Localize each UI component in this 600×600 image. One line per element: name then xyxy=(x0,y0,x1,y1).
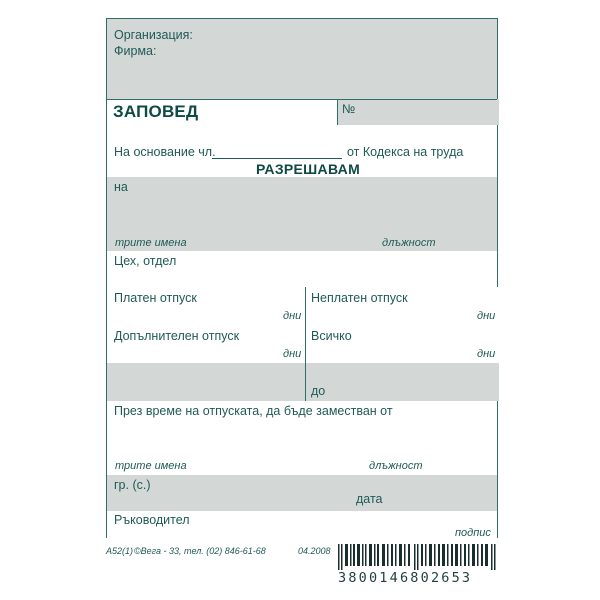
to-date-field[interactable] xyxy=(305,363,499,401)
department-label: Цех, отдел xyxy=(114,254,177,268)
place-date-field[interactable] xyxy=(107,475,497,511)
basis-prefix: На основание чл. xyxy=(114,145,216,159)
from-date-field[interactable] xyxy=(107,363,305,401)
unpaid-leave-field[interactable] xyxy=(305,287,499,325)
additional-leave-label: Допълнителен отпуск xyxy=(114,329,240,343)
recipient-names-hint: трите имена xyxy=(115,237,187,249)
manager-field[interactable] xyxy=(107,511,497,539)
manager-label: Ръководител xyxy=(114,513,190,527)
additional-days-unit: дни xyxy=(283,348,302,360)
substitute-position-hint: длъжност xyxy=(369,460,423,472)
permit-heading: РАЗРЕШАВАМ xyxy=(256,161,361,177)
date-label: дата xyxy=(356,492,383,506)
publisher-info: ©Вега - 33, тел. (02) 846-61-68 xyxy=(134,546,266,556)
barcode-number: 3800146802653 xyxy=(338,570,473,586)
basis-section xyxy=(107,125,497,177)
unpaid-leave-label: Неплатен отпуск xyxy=(311,291,408,305)
barcode-image xyxy=(338,544,498,570)
edition-date: 04.2008 xyxy=(298,546,331,556)
firm-label: Фирма: xyxy=(114,44,157,58)
recipient-to-label: на xyxy=(114,180,128,194)
document-title: ЗАПОВЕД xyxy=(113,102,199,121)
leave-order-form xyxy=(106,18,498,538)
number-label: № xyxy=(342,102,356,116)
unpaid-days-unit: дни xyxy=(477,310,496,322)
substitute-field[interactable] xyxy=(107,401,497,475)
additional-leave-field[interactable] xyxy=(107,325,305,363)
total-leave-field[interactable] xyxy=(305,325,499,363)
number-field[interactable] xyxy=(337,99,499,125)
article-number-line[interactable] xyxy=(212,158,342,159)
total-days-unit: дни xyxy=(477,348,496,360)
paid-leave-field[interactable] xyxy=(107,287,305,325)
department-field[interactable] xyxy=(107,251,497,287)
total-leave-label: Всичко xyxy=(311,329,352,343)
header-section xyxy=(107,19,497,99)
substitute-names-hint: трите имена xyxy=(115,460,187,472)
form-code: А52(1) xyxy=(106,546,134,556)
organization-label: Организация: xyxy=(114,28,193,42)
signature-hint: подпис xyxy=(455,527,491,539)
paid-leave-label: Платен отпуск xyxy=(114,291,197,305)
city-label: гр. (с.) xyxy=(114,478,151,492)
paid-days-unit: дни xyxy=(283,310,302,322)
to-label: до xyxy=(311,384,326,398)
recipient-position-hint: длъжност xyxy=(382,237,436,249)
basis-suffix: от Кодекса на труда xyxy=(347,145,464,159)
substitute-label: През време на отпуската, да бъде заместван от xyxy=(114,404,393,418)
recipient-field[interactable] xyxy=(107,177,497,251)
